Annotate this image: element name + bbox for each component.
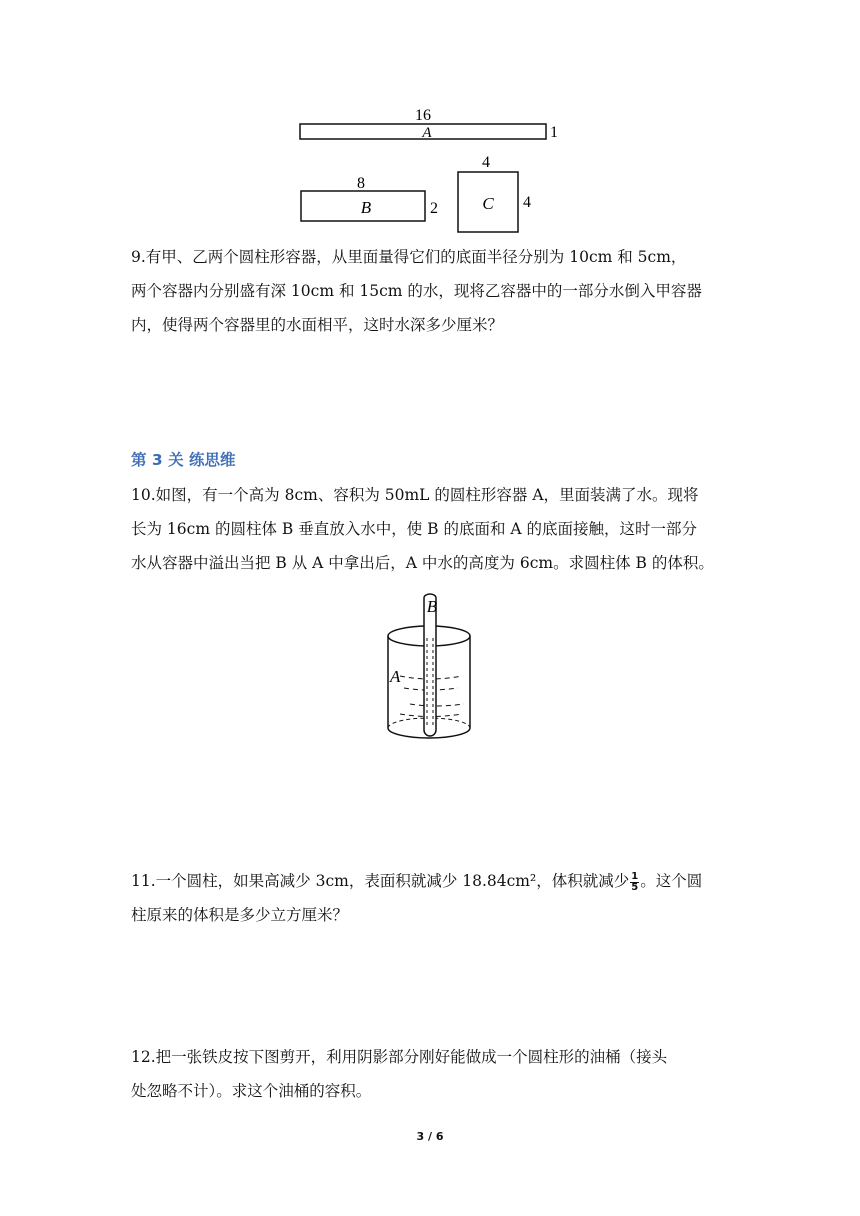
q11-line-2: 柱原来的体积是多少立方厘米？ (131, 906, 349, 924)
q12-line-1: 12.把一张铁皮按下图剪开，利用阴影部分刚好能做成一个圆柱形的油桶（接头 (131, 1048, 668, 1066)
q10-line-2: 长为 16cm 的圆柱体 B 垂直放入水中，使 B 的底面和 A 的底面接触，这时一部分 (131, 520, 697, 538)
rect-a-label: A (422, 125, 432, 141)
water-level-4 (410, 704, 464, 706)
q11-fraction (630, 872, 639, 893)
question-12 (131, 1040, 731, 1108)
rect-c-right-label: 4 (523, 194, 531, 211)
rectangles-figure (290, 100, 580, 240)
q11-frac-den: 5 (631, 881, 639, 893)
q11-text-after: 。这个圆 (640, 872, 703, 890)
q9-line-2: 两个容器内分别盛有深 10cm 和 15cm 的水，现将乙容器中的一部分水倒入甲容器 (131, 282, 702, 300)
question-10 (131, 478, 731, 580)
rect-a-right-label: 1 (550, 124, 558, 141)
q10-line-3: 水从容器中溢出当把 B 从 A 中拿出后，A 中水的高度为 6cm。求圆柱体 B 的体积。 (131, 554, 714, 572)
cylinder-figure (380, 588, 480, 748)
q9-line-3: 内，使得两个容器里的水面相平，这时水深多少厘米？ (131, 316, 504, 334)
question-9 (131, 240, 731, 342)
rect-c-top-label: 4 (482, 154, 490, 171)
cylinder-a-label: A (390, 667, 401, 686)
q12-line-2: 处忽略不计）。求这个油桶的容积。 (131, 1082, 372, 1100)
rect-c-label: C (482, 194, 494, 213)
q9-line-1: 9.有甲、乙两个圆柱形容器，从里面量得它们的底面半径分别为 10cm 和 5cm， (131, 248, 687, 266)
rod-b-label: B (426, 597, 438, 616)
section-title: 第 3 关 练思维 (131, 451, 236, 469)
q11-line-1 (131, 864, 731, 898)
page-number: 3 / 6 (416, 1130, 444, 1143)
rect-b-right-label: 2 (430, 200, 438, 217)
rect-a-top-label: 16 (415, 107, 431, 124)
question-11 (131, 864, 731, 932)
q11-frac-num: 1 (631, 870, 639, 882)
rect-b-top-label: 8 (357, 175, 365, 192)
q10-line-1: 10.如图，有一个高为 8cm、容积为 50mL 的圆柱形容器 A，里面装满了水。现将 (131, 486, 699, 504)
q11-text-before: 11.一个圆柱，如果高减少 3cm，表面积就减少 18.84cm²，体积就减少 (131, 872, 630, 890)
rect-b-label: B (360, 198, 372, 217)
